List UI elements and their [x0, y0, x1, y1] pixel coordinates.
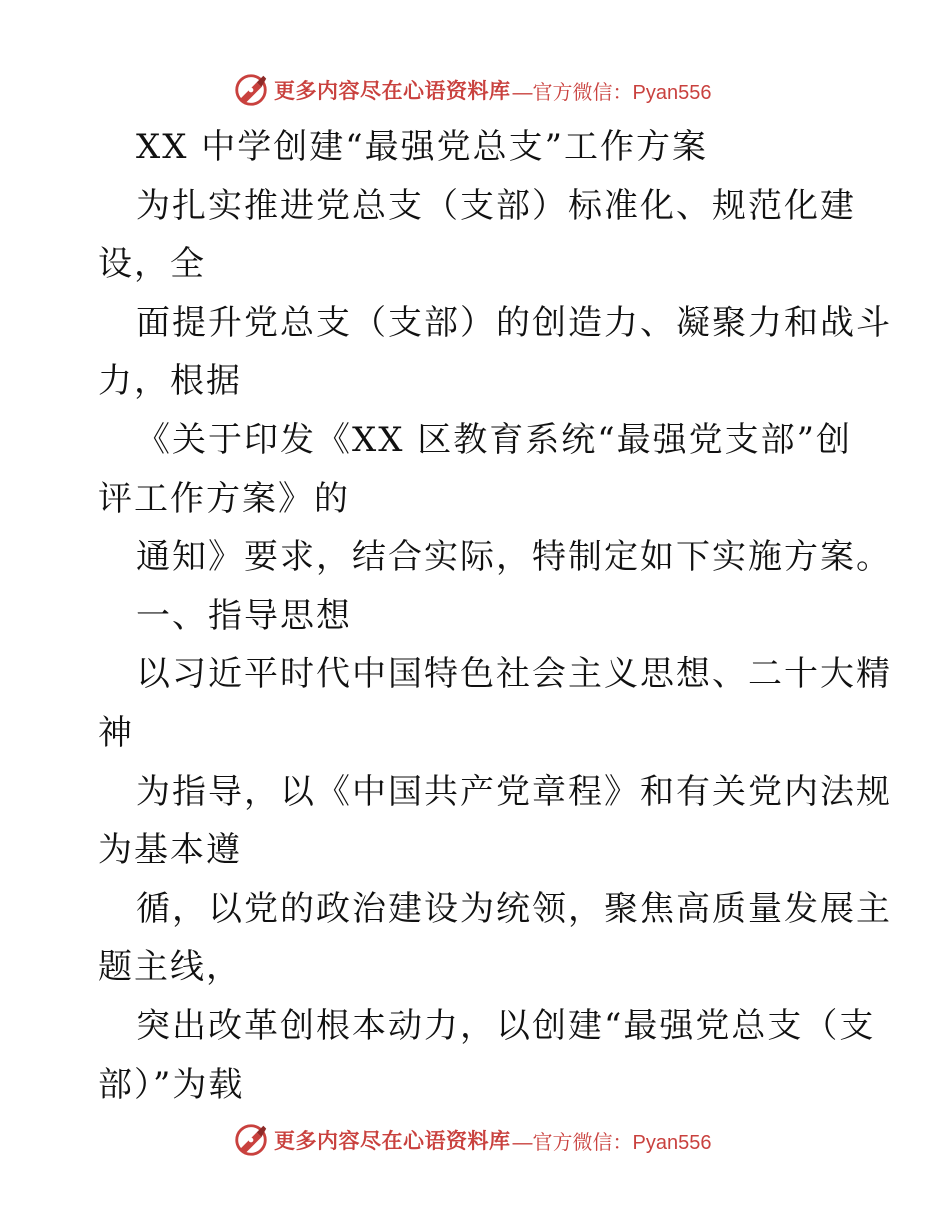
text-line: 神: [98, 712, 134, 753]
text-line: 突出改革创根本动力，以创建“最强党总支（支: [136, 1005, 876, 1046]
footer-brand-text: 更多内容尽在心语资料库: [274, 1128, 511, 1153]
text-line: 《关于印发《XX 区教育系统“最强党支部”创: [136, 419, 852, 460]
text-line: 题主线，: [98, 947, 242, 988]
text-line: 以习近平时代中国特色社会主义思想、二十大精: [136, 654, 892, 695]
text-line: 面提升党总支（支部）的创造力、凝聚力和战斗: [136, 302, 892, 343]
text-line: 力，根据: [98, 361, 242, 402]
text-line: 为扎实推进党总支（支部）标准化、规范化建: [136, 185, 856, 226]
pen-nib-logo-icon: [232, 71, 270, 109]
text-line: 部）”为载: [98, 1064, 245, 1105]
document-body: [98, 118, 892, 1114]
text-line: 通知》要求，结合实际，特制定如下实施方案。: [136, 537, 892, 578]
header-banner: [232, 70, 711, 110]
text-line: 循，以党的政治建设为统领，聚焦高质量发展主: [136, 888, 892, 929]
pen-nib-logo-icon: [232, 1121, 270, 1159]
footer-banner: [232, 1120, 711, 1160]
footer-wechat-text: —官方微信：Pyan556: [512, 1131, 712, 1154]
text-line: 为指导，以《中国共产党章程》和有关党内法规: [136, 771, 892, 812]
text-line: 为基本遵: [98, 830, 242, 871]
document-title: XX 中学创建“最强党总支”工作方案: [136, 127, 708, 167]
header-wechat-text: —官方微信：Pyan556: [512, 81, 712, 104]
section-heading: 一、指导思想: [136, 595, 352, 636]
header-brand-text: 更多内容尽在心语资料库: [274, 78, 511, 103]
text-line: 评工作方案》的: [98, 478, 350, 519]
text-line: 设，全: [98, 244, 206, 285]
